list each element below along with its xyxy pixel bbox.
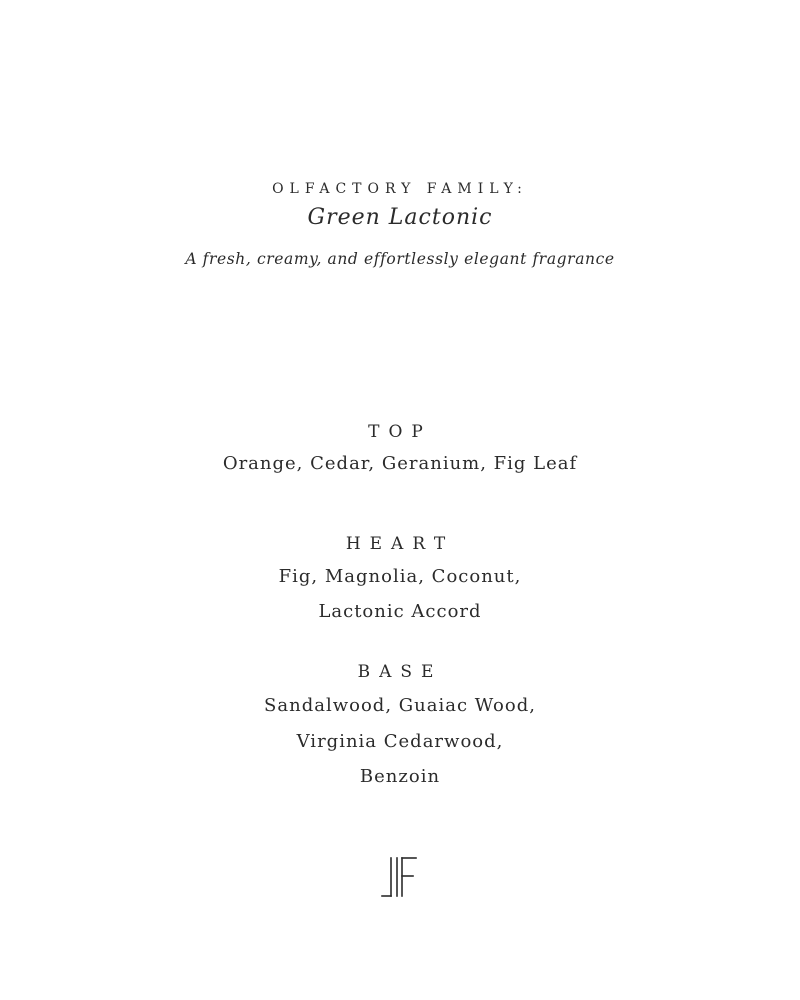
base-notes-heading: BASE (357, 662, 443, 682)
heart-notes-line: Fig, Magnolia, Coconut, (278, 566, 522, 587)
top-notes-line: Orange, Cedar, Geranium, Fig Leaf (222, 453, 578, 474)
top-notes-heading: TOP (368, 422, 432, 442)
base-notes-line: Benzoin (359, 766, 441, 787)
fragrance-tagline: A fresh, creamy, and effortlessly elegant fragrance (185, 250, 615, 268)
heart-notes-heading: HEART (345, 534, 455, 554)
olfactory-family-label: OLFACTORY FAMILY: (272, 181, 528, 197)
heart-notes-line: Lactonic Accord (318, 601, 482, 622)
base-notes-line: Virginia Cedarwood, (296, 731, 504, 752)
jf-logo (378, 856, 422, 898)
base-notes-line: Sandalwood, Guaiac Wood, (264, 695, 536, 716)
olfactory-family-name: Green Lactonic (307, 205, 493, 230)
jf-monogram-icon (378, 856, 422, 898)
